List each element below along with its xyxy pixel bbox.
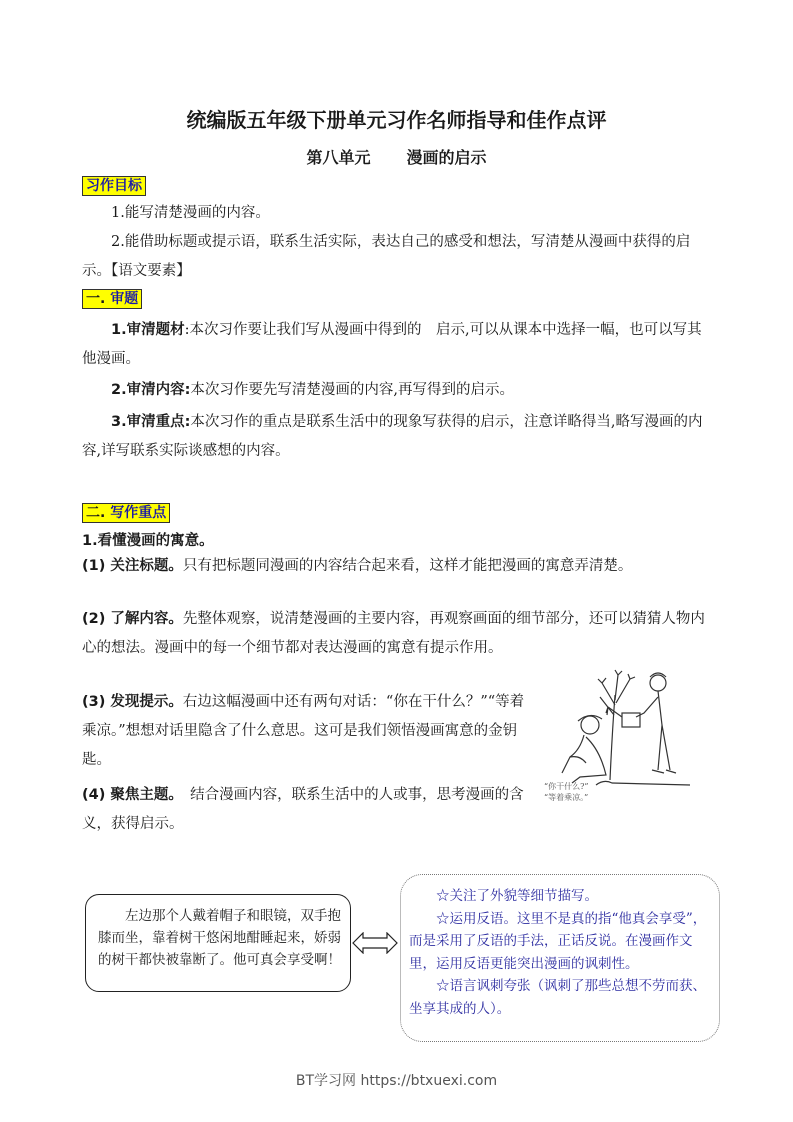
svg-text:“等着乘凉。”: “等着乘凉。”	[544, 793, 589, 802]
comment-item-3: ☆语言讽刺夸张（讽刺了那些总想不劳而获、坐享其成的人）。	[409, 978, 706, 1017]
review-item-2: 2.审清内容:本次习作要先写清楚漫画的内容,再写得到的启示。	[111, 382, 515, 398]
comment-item-2: ☆运用反语。这里不是真的指“他真会享受”，而是采用了反语的手法，正话反说。在漫画作文里，运用反语更能突出漫画的讽刺性。	[409, 910, 707, 972]
page-title: 统编版五年级下册单元习作名师指导和佳作点评	[186, 108, 607, 132]
page-subtitle	[0, 145, 793, 168]
goal-item-2: 2.能借助标题或提示语，联系生活实际，表达自己的感受和想法，写清楚从漫画中获得的启示。【语文要素】	[82, 234, 691, 279]
focus-tag: 二. 写作重点	[82, 503, 170, 523]
review-item-1: 1.审清题材:本次习作要让我们写从漫画中得到的 启示,可以从课本中选择一幅，也可以写其他漫画。	[82, 322, 702, 367]
goals-tag: 习作目标	[82, 176, 146, 196]
comment-box	[400, 874, 720, 1042]
focus-item-1: (1) 关注标题。只有把标题同漫画的内容结合起来看，这样才能把漫画的寓意弄清楚。	[82, 558, 633, 574]
focus-heading: 1.看懂漫画的寓意。	[82, 533, 214, 549]
review-tag: 一. 审题	[82, 289, 142, 309]
focus-item-4: (4) 聚焦主题。 结合漫画内容，联系生活中的人或事，思考漫画的含义，获得启示。	[82, 787, 524, 832]
example-text: 左边那个人戴着帽子和眼镜，双手抱膝而坐，靠着树干悠闲地酣睡起来，娇弱的树干都快被靠断了。他可真会享受啊！	[98, 908, 341, 968]
cartoon-illustration	[540, 665, 700, 805]
review-item-3: 3.审清重点:本次习作的重点是联系生活中的现象写获得的启示，注意详略得当,略写漫画的内容,详写联系实际谈感想的内容。	[82, 414, 703, 459]
topic-label: 漫画的启示	[406, 148, 487, 167]
footer-watermark: BT学习网 https://btxuexi.com	[295, 1073, 498, 1089]
cartoon-drawing-icon	[540, 665, 700, 805]
svg-text:“你干什么?”: “你干什么?”	[544, 782, 589, 791]
focus-item-3: (3) 发现提示。右边这幅漫画中还有两句对话：“你在干什么？”“等着乘凉。”想想对话里隐含了什么意思。这可是我们领悟漫画寓意的金钥匙。	[82, 694, 525, 768]
unit-label: 第八单元	[306, 148, 371, 167]
goal-item-1: 1.能写清楚漫画的内容。	[111, 205, 270, 221]
comment-item-1: ☆关注了外貌等细节描写。	[436, 888, 598, 904]
focus-item-2: (2) 了解内容。先整体观察，说清楚漫画的主要内容，再观察画面的细节部分，还可以猜猜人物内心的想法。漫画中的每一个细节都对表达漫画的寓意有提示作用。	[82, 611, 705, 656]
double-arrow-icon	[352, 932, 398, 954]
example-text-box	[85, 894, 351, 992]
